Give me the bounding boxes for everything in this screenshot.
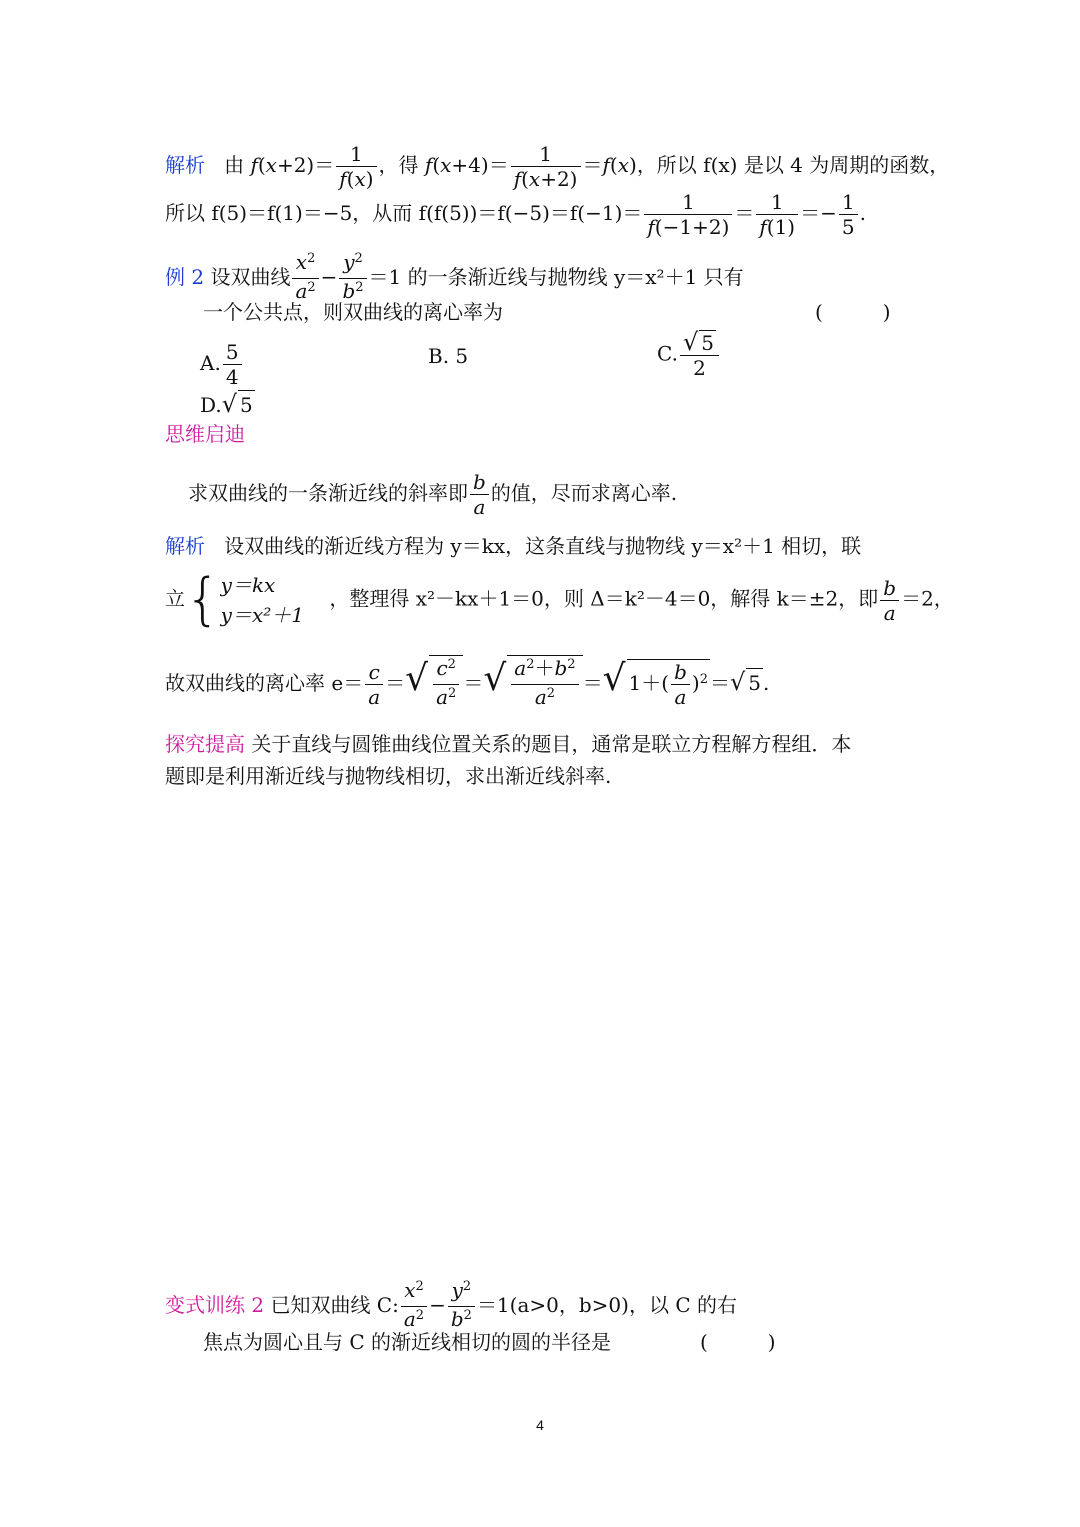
explore-line-1: 探究提高 关于直线与圆锥曲线位置关系的题目，通常是联立方程解方程组．本: [165, 732, 852, 756]
answer-paren: ( ): [815, 300, 891, 324]
sol1-suffix: ，所以 f(x) 是以 4 为周期的函数，: [636, 153, 950, 177]
fraction: $\frac{y^2}{b^2}$: [339, 250, 366, 307]
example-stem-a: 设双曲线: [210, 265, 291, 289]
explore-line-2: 题即是利用渐近线与抛物线相切，求出渐近线斜率.: [165, 764, 612, 788]
solution-2-line-1: 解析 设双曲线的渐近线方程为 y＝kx，这条直线与抛物线 y＝x²＋1 相切，联: [165, 534, 862, 558]
sol1-prefix: 由: [224, 153, 245, 177]
option-a: A. $\frac{5}{4}$: [200, 340, 244, 389]
option-b: B. 5: [428, 344, 469, 368]
example-stem-b: ＝1 的一条渐近线与抛物线 y＝x²＋1 只有: [368, 265, 744, 289]
analysis-label: 解析: [165, 534, 205, 558]
example-label: 例 2: [165, 265, 205, 289]
example-2-stem: 例 2 设双曲线 $\frac{x^2}{a^2}$ − $\frac{y^2}{b^2}$ ＝1 的一条渐近线与抛物线 y＝x²＋1 只有: [165, 250, 744, 307]
thinking-label: 思维启迪: [165, 422, 245, 446]
solution-1-line-2: 所以 f(5)＝f(1)＝−5，从而 f(f(5))＝f(−5)＝f(−1)＝ $\frac{1}{f(-1+2)}$ ＝ $\frac{1}{f(1)}$ ＝− $\frac{1}{5}$ .: [165, 190, 866, 239]
fraction: $\frac{x^2}{a^2}$: [292, 250, 318, 307]
variant-line-2: 焦点为圆心且与 C 的渐近线相切的圆的半径是: [203, 1330, 612, 1354]
thinking-text: 求双曲线的一条渐近线的斜率即 $\frac{b}{a}$ 的值，尽而求离心率.: [188, 470, 678, 519]
variant-line-1: 变式训练 2 已知双曲线 C: $\frac{x^2}{a^2}$ − $\frac{y^2}{b^2}$ ＝1(a>0，b>0)，以 C 的右: [165, 1278, 737, 1331]
solution-2-line-2: 立{ y＝kx y＝x²＋1 ，整理得 x²－kx＋1＝0，则 Δ＝k²－4＝0，解得 k＝±2，即 $\frac{b}{a}$ ＝2，: [165, 567, 954, 632]
option-c: C. $\frac{√ 5}{2}$: [657, 330, 721, 380]
page-number: 4: [536, 1417, 544, 1433]
solution-2-line-3: 故双曲线的离心率 e＝ $\frac{c}{a}$ ＝√ $\frac{c^2}{a^2}$ ＝√ $\frac{a^2+b^2}{a^2}$ ＝√ 1＋( $\frac{b}{a}$ )$^2$ ＝√ 5 .: [165, 655, 769, 713]
explore-label: 探究提高: [165, 732, 245, 756]
example-2-stem-2: [203, 298, 503, 326]
solution-1-line-1: 解析 由 f(x+2)＝ $\frac{1}{f(x)}$ ，得 f(x+4)＝ $\frac{1}{f(x+2)}$ ＝f(x)，所以 f(x) 是以 4 为周期的函数，: [165, 142, 950, 191]
brace-icon: {: [185, 567, 221, 632]
equation-system: y＝kx y＝x²＋1: [220, 573, 304, 627]
variant-label: 变式训练 2: [165, 1293, 265, 1317]
analysis-label: 解析: [165, 153, 205, 177]
formula: f: [250, 153, 258, 177]
fraction: $\frac{1}{f(1)}$: [756, 190, 798, 239]
fraction: $\frac{1}{5}$: [839, 190, 858, 239]
sol1-line2: 所以 f(5)＝f(1)＝−5，从而 f(f(5))＝f(−5)＝f(−1)＝: [165, 201, 643, 225]
fraction: $\frac{1}{f(x+2)}$: [511, 142, 581, 191]
option-d: D.√ 5: [200, 390, 253, 418]
fraction: $\frac{1}{f(x)}$: [336, 142, 376, 191]
example-stem-c: 一个公共点，则双曲线的离心率为: [203, 300, 503, 324]
sol1-mid: ，得: [378, 153, 419, 177]
variant-paren: ( ): [700, 1330, 776, 1354]
fraction: $\frac{1}{f(-1+2)}$: [644, 190, 732, 239]
